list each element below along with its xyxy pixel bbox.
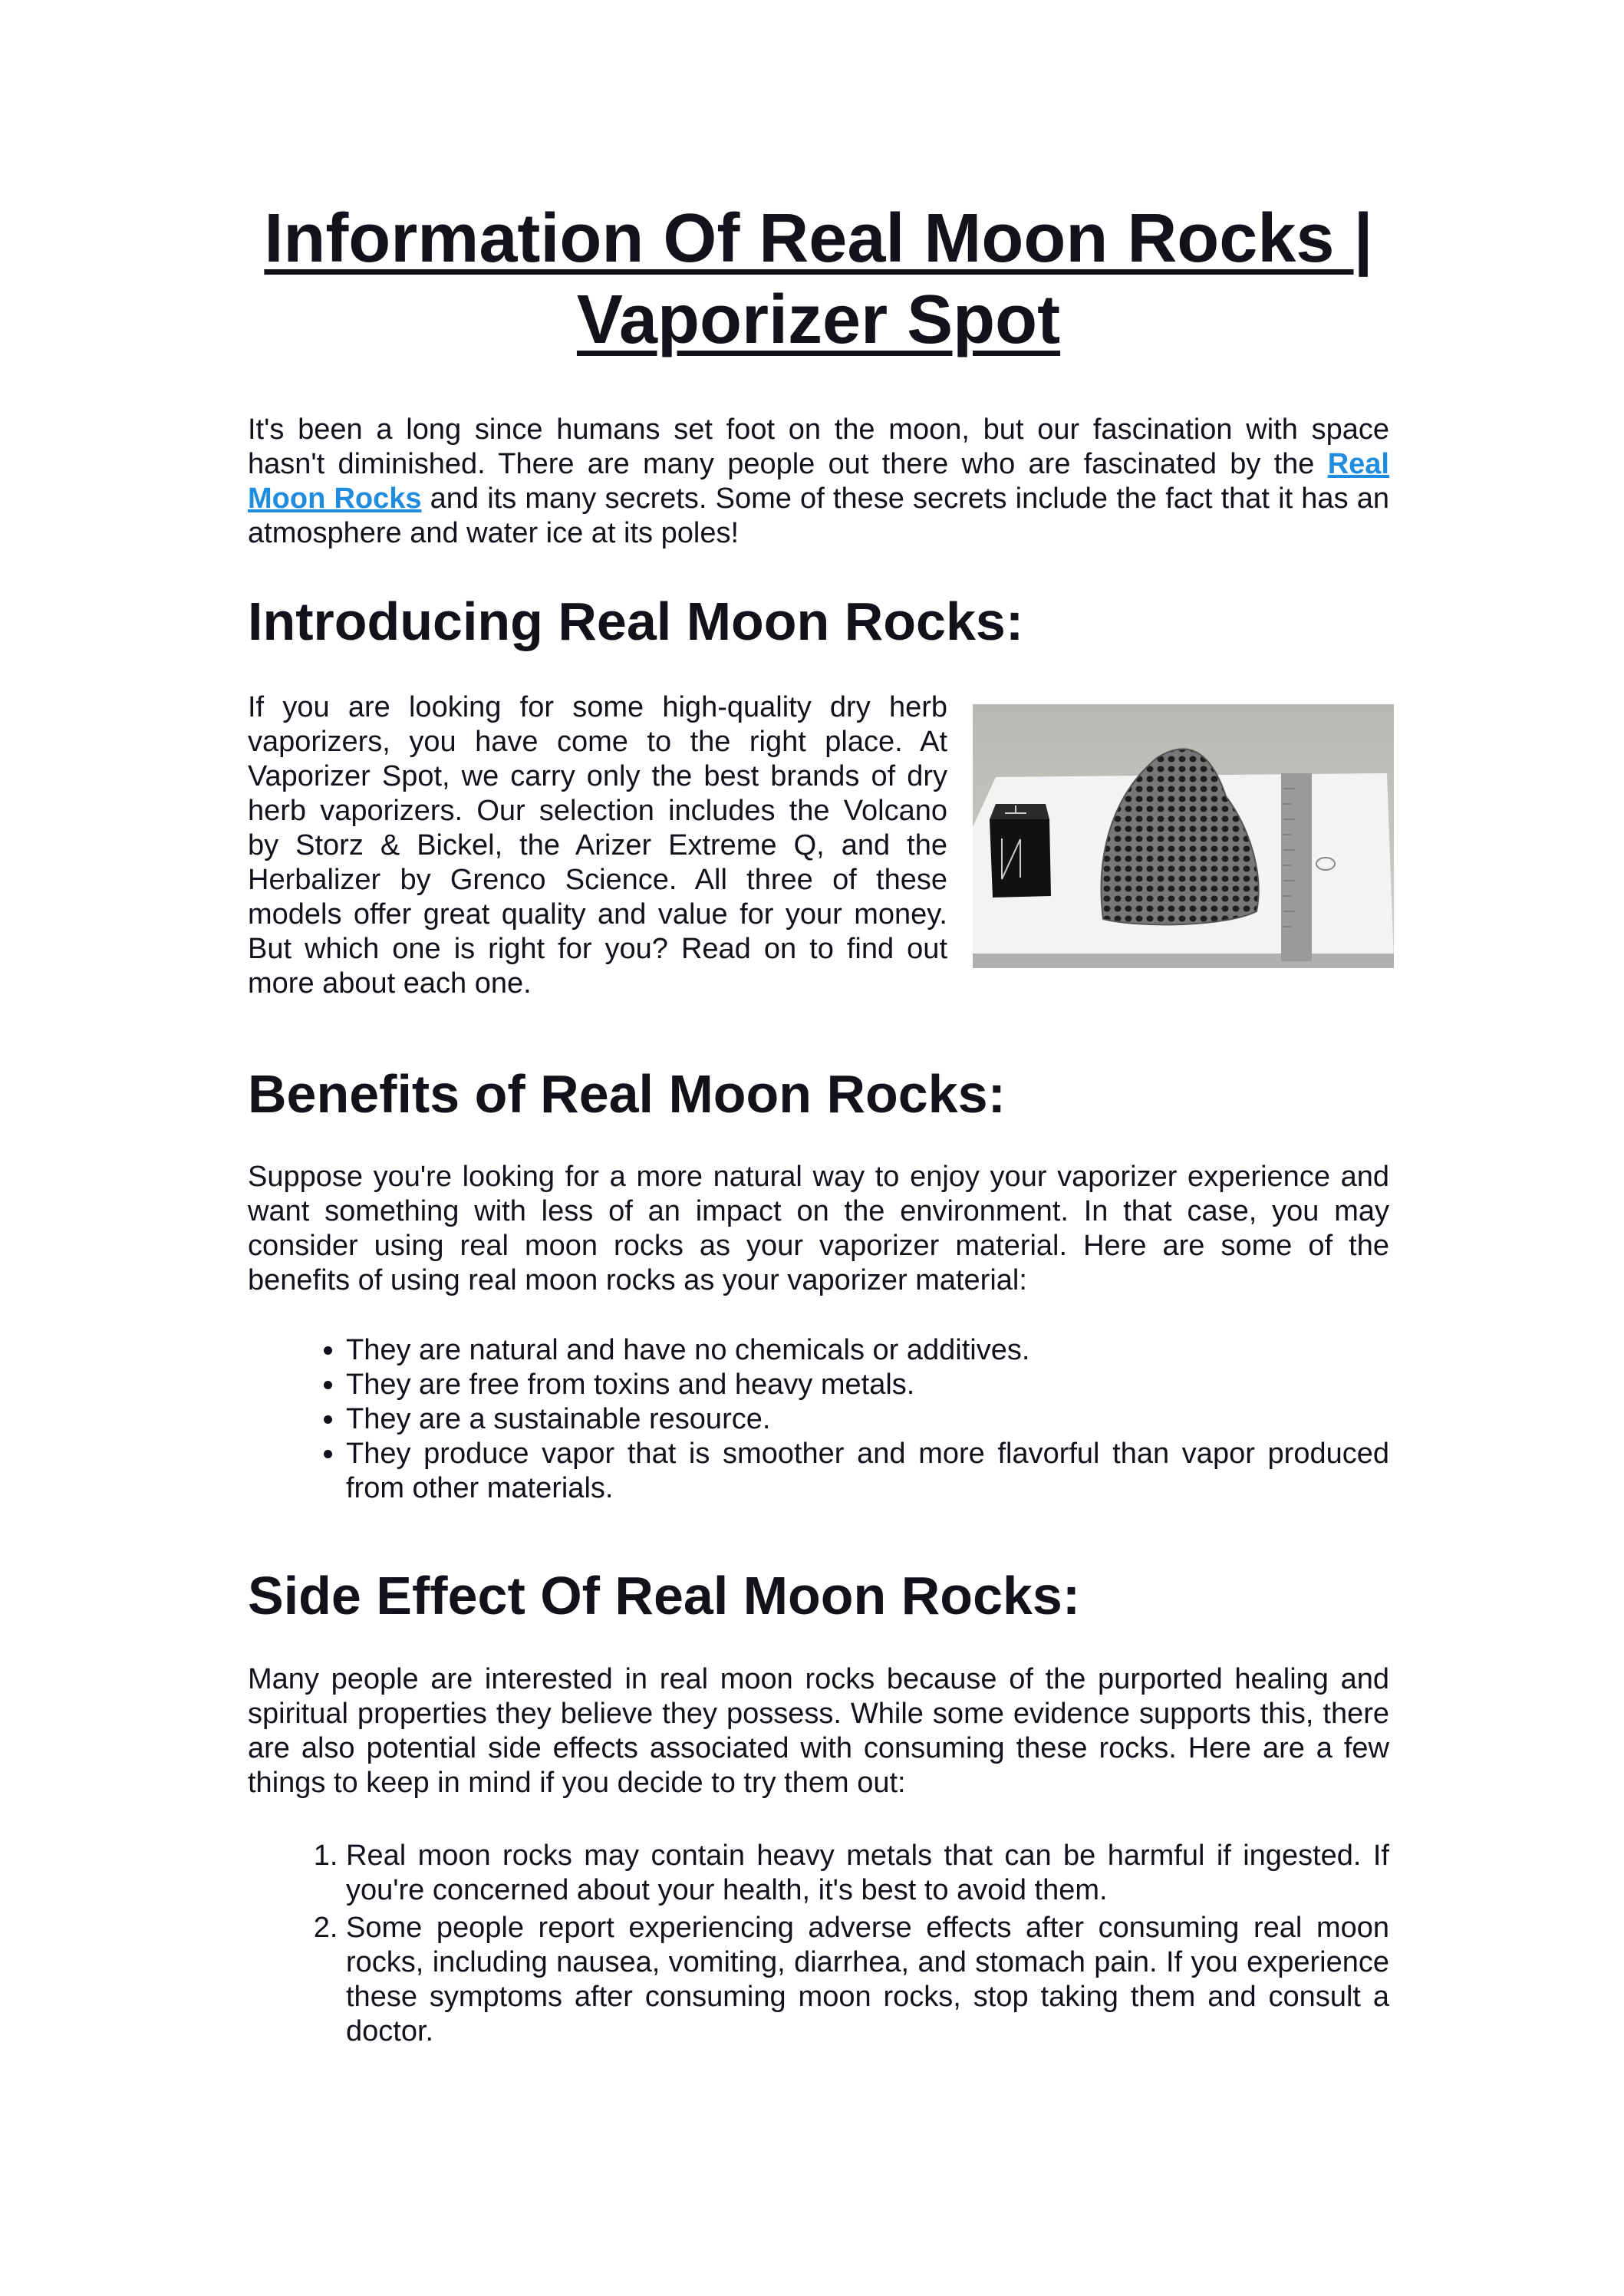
list-item: • They produce vapor that is smoother and more flavorful than vapor produced from other materials. bbox=[346, 1437, 1389, 1506]
list-item: 1. Real moon rocks may contain heavy metals that can be harmful if ingested. If you're concerned about your health, it's best to avoid them. bbox=[346, 1839, 1389, 1908]
benefits-list bbox=[248, 1333, 1389, 1506]
list-item: • They are a sustainable resource. bbox=[346, 1402, 1389, 1437]
section-heading-side-effects: Side Effect Of Real Moon Rocks: bbox=[248, 1566, 1081, 1626]
intro-paragraph: It's been a long since humans set foot on the moon, but our fascination with space hasn't diminished. There are many people out there who are fascinated by the Real Moon Rocks and its many secrets. Some of these secrets include the fact that it has an atmosphere and water ice at its poles! bbox=[248, 413, 1389, 549]
list-item: • They are natural and have no chemicals or additives. bbox=[346, 1333, 1389, 1368]
section-text-side-effects: Many people are interested in real moon rocks because of the purported healing and spiritual properties they believe they possess. While some evidence supports this, there are also potential side effects associated with consuming these rocks. Here are a few things to keep in mind if you decide to try them out: bbox=[248, 1663, 1389, 1799]
page-title: Information Of Real Moon Rocks | Vaporizer Spot bbox=[264, 200, 1373, 358]
section-text-introducing: If you are looking for some high-quality dry herb vaporizers, you have come to the right place. At Vaporizer Spot, we carry only the best brands of dry herb vaporizers. Our selection includes the Volcano by Storz & Bickel, the Arizer Extreme Q, and the Herbalizer by Grenco Science. All three of these models offer great quality and value for your money. But which one is right for you? Read on to find out more about each one. bbox=[248, 691, 947, 1000]
moon-rock-photo bbox=[973, 704, 1394, 968]
side-effects-list bbox=[248, 1839, 1389, 2049]
section-heading-benefits: Benefits of Real Moon Rocks: bbox=[248, 1064, 1006, 1124]
real-moon-rocks-link[interactable]: Real Moon Rocks bbox=[248, 448, 1389, 515]
section-text-benefits: Suppose you're looking for a more natural way to enjoy your vaporizer experience and want something with less of an impact on the environment. In that case, you may consider using real moon rocks as your vaporizer material. Here are some of the benefits of using real moon rocks as your vaporizer material: bbox=[248, 1161, 1389, 1296]
list-item: • They are free from toxins and heavy metals. bbox=[346, 1368, 1389, 1402]
section-heading-introducing: Introducing Real Moon Rocks: bbox=[248, 591, 1024, 651]
list-item: 2. Some people report experiencing adverse effects after consuming real moon rocks, including nausea, vomiting, diarrhea, and stomach pain. If you experience these symptoms after consuming moon rocks, stop taking them and consult a doctor. bbox=[346, 1911, 1389, 2049]
page-title-block bbox=[248, 198, 1389, 361]
